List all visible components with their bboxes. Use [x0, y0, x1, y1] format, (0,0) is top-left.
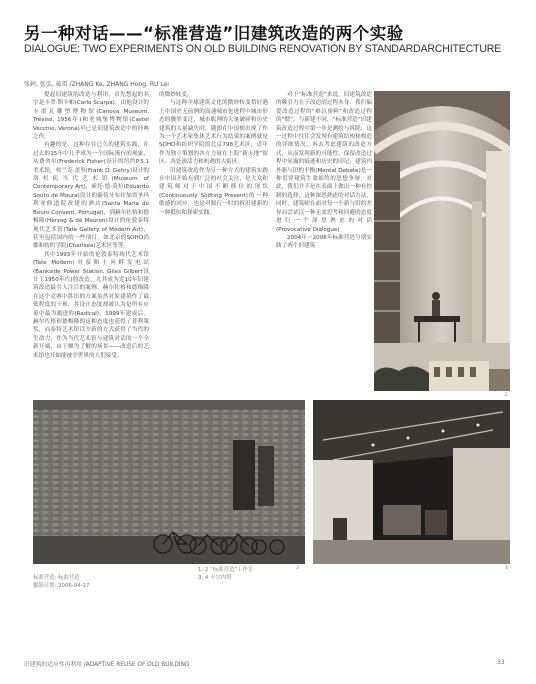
authors: 张轲, 张弘, 茹雷 /ZHANG Ke, ZHANG Hong, RU Lei: [24, 81, 169, 88]
footer-section: 旧建筑的适应性再利用 /ADAPTIVE REUSE OF OLD BUILDING: [24, 662, 190, 668]
paragraph: 其中1993年开始的伦敦泰特现代艺术馆(Tate Modern)对泰晤士河畔发电站(Bankside Power Station, Giles Gilbert设计于1950年代)的改造，尤其成为近10年旧建筑改造最引人注目的案例。赫尔佐格和德梅隆在这个竞赛中胜出的方案虽然对原建筑作了最低程度的干预，其设计态度却被认为是所有应募中最为激进的(Radical)，1999年建成后，赫尔佐格和德梅隆的这种态度也获得了普利策奖，而泰特艺术馆以全新的方式获得了当代的生命力，作为当代艺术馆与建筑对话的一个全新开端，由于颇为了解的场景——改造后的艺术馆也开始能被全世界的人们接受。: [33, 251, 149, 359]
paragraph: 旧建筑改造作为另一种方式的建筑实践在中国开始有到广泛的社会关注，是大众和建筑师对于中国不断移位的现状(Continuously Shifting Present)的一种敏感的回应，也是对源行一时的拆旧建新的一种抵抗和探索实践。: [159, 167, 268, 216]
text-column-3: [276, 91, 372, 391]
page-subtitle: DIALOGUE: TWO EXPERIMENTS ON OLD BUILDING RENOVATION BY STANDARDARCHITECTURE: [24, 43, 502, 55]
paragraph: 与这种全球建筑文化的微妙转变恰好遇上中国史无前例的高速城市化进程中城市形态的骤然变迁，城市肌理的大量破碎和历史建筑的大量缺失时，随即在中国便出现了作为一个艺术家集体艺术行为结果的案例就是SOHO和纺织学院的北京798艺术区，近年作为独立策划的各方力量在上海“新天地”街区、各处演活力和机遇的大街区。: [159, 100, 268, 166]
paragraph: 2004年～2006年标准营造分别实践了两个旧建筑: [276, 234, 372, 250]
figure-number: 2: [505, 393, 508, 398]
photo-illustration: [313, 400, 510, 564]
figure-number: 4: [505, 566, 508, 571]
figure-number: 3: [296, 566, 299, 571]
photo-illustration: [374, 343, 510, 391]
photo-gallery-interior: [313, 400, 510, 564]
page-number: 33: [497, 659, 505, 666]
caption-figures: 1, 2 “标准营造”工作室 3, 4 卡尔内塔: [198, 567, 254, 581]
paragraph: 的微妙转变。: [159, 92, 193, 98]
paragraph: 有趣的是，这种存在已久的建筑实践，在过去的15年中几乎成为一个国际流行的现象，从费舍尔(Frederick Fisher)设计的纽约P.S.1美术馆，弗兰克·盖里(Frank O. Gehry)设计的洛杉矶当代艺术馆(Museum of Contemporary Art)，索托·德·莫拉(Eduardo Souto de Moura)设计的葡萄牙布拉加省圣玛利亚修道院改建的酒店(Santa Maria do Bouro Convent, Portugal)，到赫尔佐格和德梅隆(Herzog & de Meuron)设计的伦敦泰特现代艺术馆(Tate Gallery of Modern Art)，甚至包括国内的一些项目，如北京的SOHO尚都和纺织学院(Charlsea)艺术区等等。: [33, 142, 149, 250]
page-title: 另一种对话——“标准营造”旧建筑改造的两个实验: [24, 24, 404, 43]
photo-exterior: [374, 343, 510, 391]
text-column-2: [159, 91, 268, 391]
photo-illustration: [33, 400, 305, 564]
paragraph: 对于“标准营造”来说，旧建筑改造的吸引力在于改造的过程本身：我们偏爱改造过程的“难以预料”和改造过程的“惯”，与新建不同，“标准营造”旧建筑改造过程中第一步是测绘与拆除，这一过程中往往会发现有建筑结构和构造的详细情况，再去考虑建筑的改造方式，从而发现新的可能性。保留改造过程中显露的痕迹和历史的印记，建筑内外新与旧的平衡(Mental Debate)是一种贯穿建筑生命始终的思想争辩，对此，我们并不是在表面上做出一种有控制的选择，这种深思熟虑的对话方法，同时，建筑师在面对每一个新与旧的差异而尝试以一种无需思考和回避的态度进行一个深思熟虑的对话(Provocative Dialogue)。: [276, 92, 372, 233]
text-column-1: [33, 91, 149, 391]
paragraph: 提起旧建筑的改造与利用，首先想起的名字是卡罗·斯卡帕(Carlo Scarpa)，由他设计的卡诺瓦雕塑博物馆(Canova Museum, Treviso, 1956年)和老城堡博物馆(Castel Vecchio, Verona)早已是旧建筑改造中的经典之作。: [33, 92, 149, 141]
photo-brick-wall: [33, 400, 305, 564]
caption-left: 标准营造: 标准营造 摄影日期: 2006-04-17: [33, 575, 90, 589]
